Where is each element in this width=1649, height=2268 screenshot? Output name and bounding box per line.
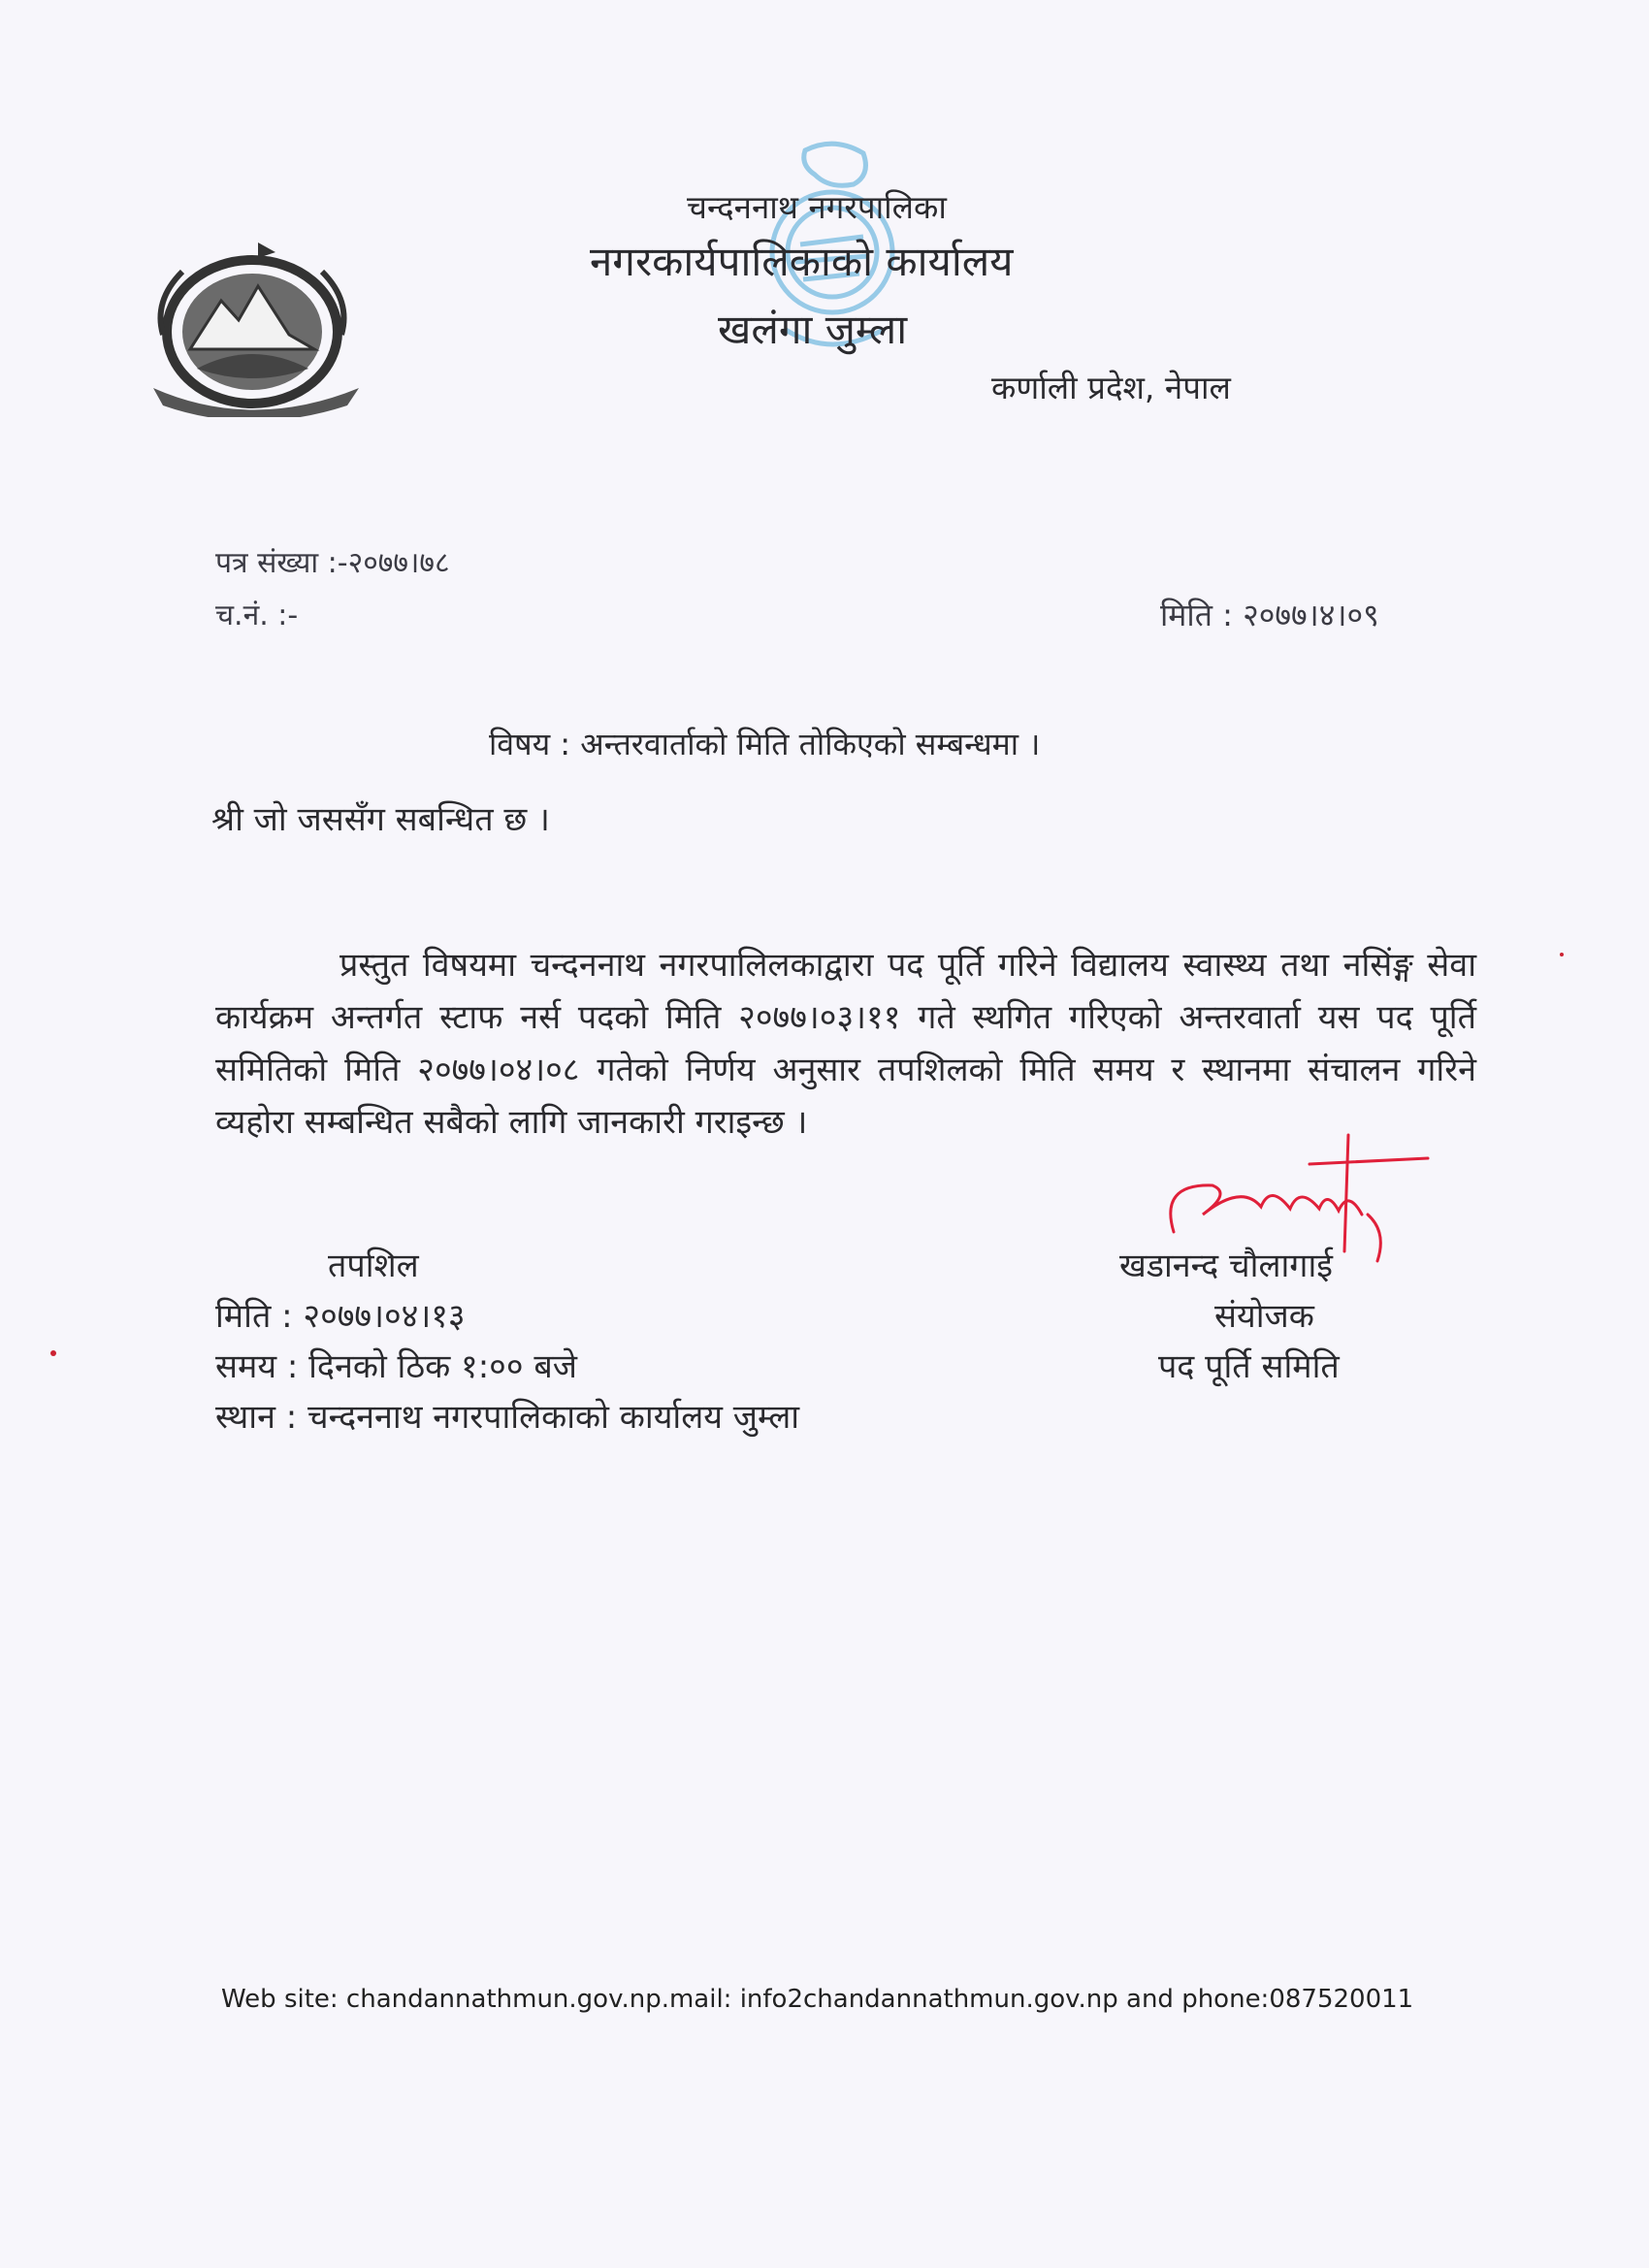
letter-body: प्रस्तुत विषयमा चन्दननाथ नगरपालिलकाद्वारा पद पूर्ति गरिने विद्यालय स्वास्थ्य तथा नसिंङ्ग सेवा कार्यक्रम अन्तर्गत स्टाफ नर्स पदको मिति २०७७।०३।११ गते स्थगित गरिएको अन्तरवार्ता यस पद पूर्ति समितिको मिति २०७७।०४।०८ गतेको निर्णय अनुसार तपशिलको मिति समय र स्थानमा संचालन गरिने व्यहोरा सम्बन्धित सबैको लागि जानकारी गराइन्छ । xyxy=(215,946,1476,1142)
signatory-committee: पद पूर्ति समिति xyxy=(1158,1347,1340,1386)
schedule-heading: तपशिल xyxy=(328,1247,419,1285)
municipality-name: चन्दननाथ नगरपालिका xyxy=(687,188,947,226)
dispatch-number: च.नं. :- xyxy=(215,599,299,632)
office-location: खलंगा जुम्ला xyxy=(718,306,908,353)
government-emblem-icon xyxy=(144,243,367,417)
salutation: श्री जो जससँग सबन्धित छ । xyxy=(211,800,550,839)
schedule-time: समय : दिनको ठिक १:०० बजे xyxy=(215,1347,577,1386)
letter-date: मिति : २०७७।४।०९ xyxy=(1160,597,1379,633)
signatory-name: खडानन्द चौलागाई xyxy=(1119,1247,1333,1285)
schedule-place: स्थान : चन्दननाथ नगरपालिकाको कार्यालय जुम्ला xyxy=(215,1398,800,1437)
letter-number: पत्र संख्या :-२०७७।७८ xyxy=(215,546,450,580)
contact-footer: Web site: chandannathmun.gov.np.mail: info2chandannathmun.gov.np and phone:087520011 xyxy=(221,1985,1414,2014)
province-address: कर्णाली प्रदेश, नेपाल xyxy=(991,369,1231,406)
scan-speck xyxy=(1560,953,1564,956)
scan-speck xyxy=(50,1350,56,1356)
schedule-date: मिति : २०७७।०४।१३ xyxy=(215,1297,466,1336)
signatory-title: संयोजक xyxy=(1214,1297,1314,1336)
office-name: नगरकार्यपालिकाको कार्यालय xyxy=(590,238,1014,285)
letter-subject: विषय : अन्तरवार्ताको मिति तोकिएको सम्बन्धमा । xyxy=(489,726,1041,762)
